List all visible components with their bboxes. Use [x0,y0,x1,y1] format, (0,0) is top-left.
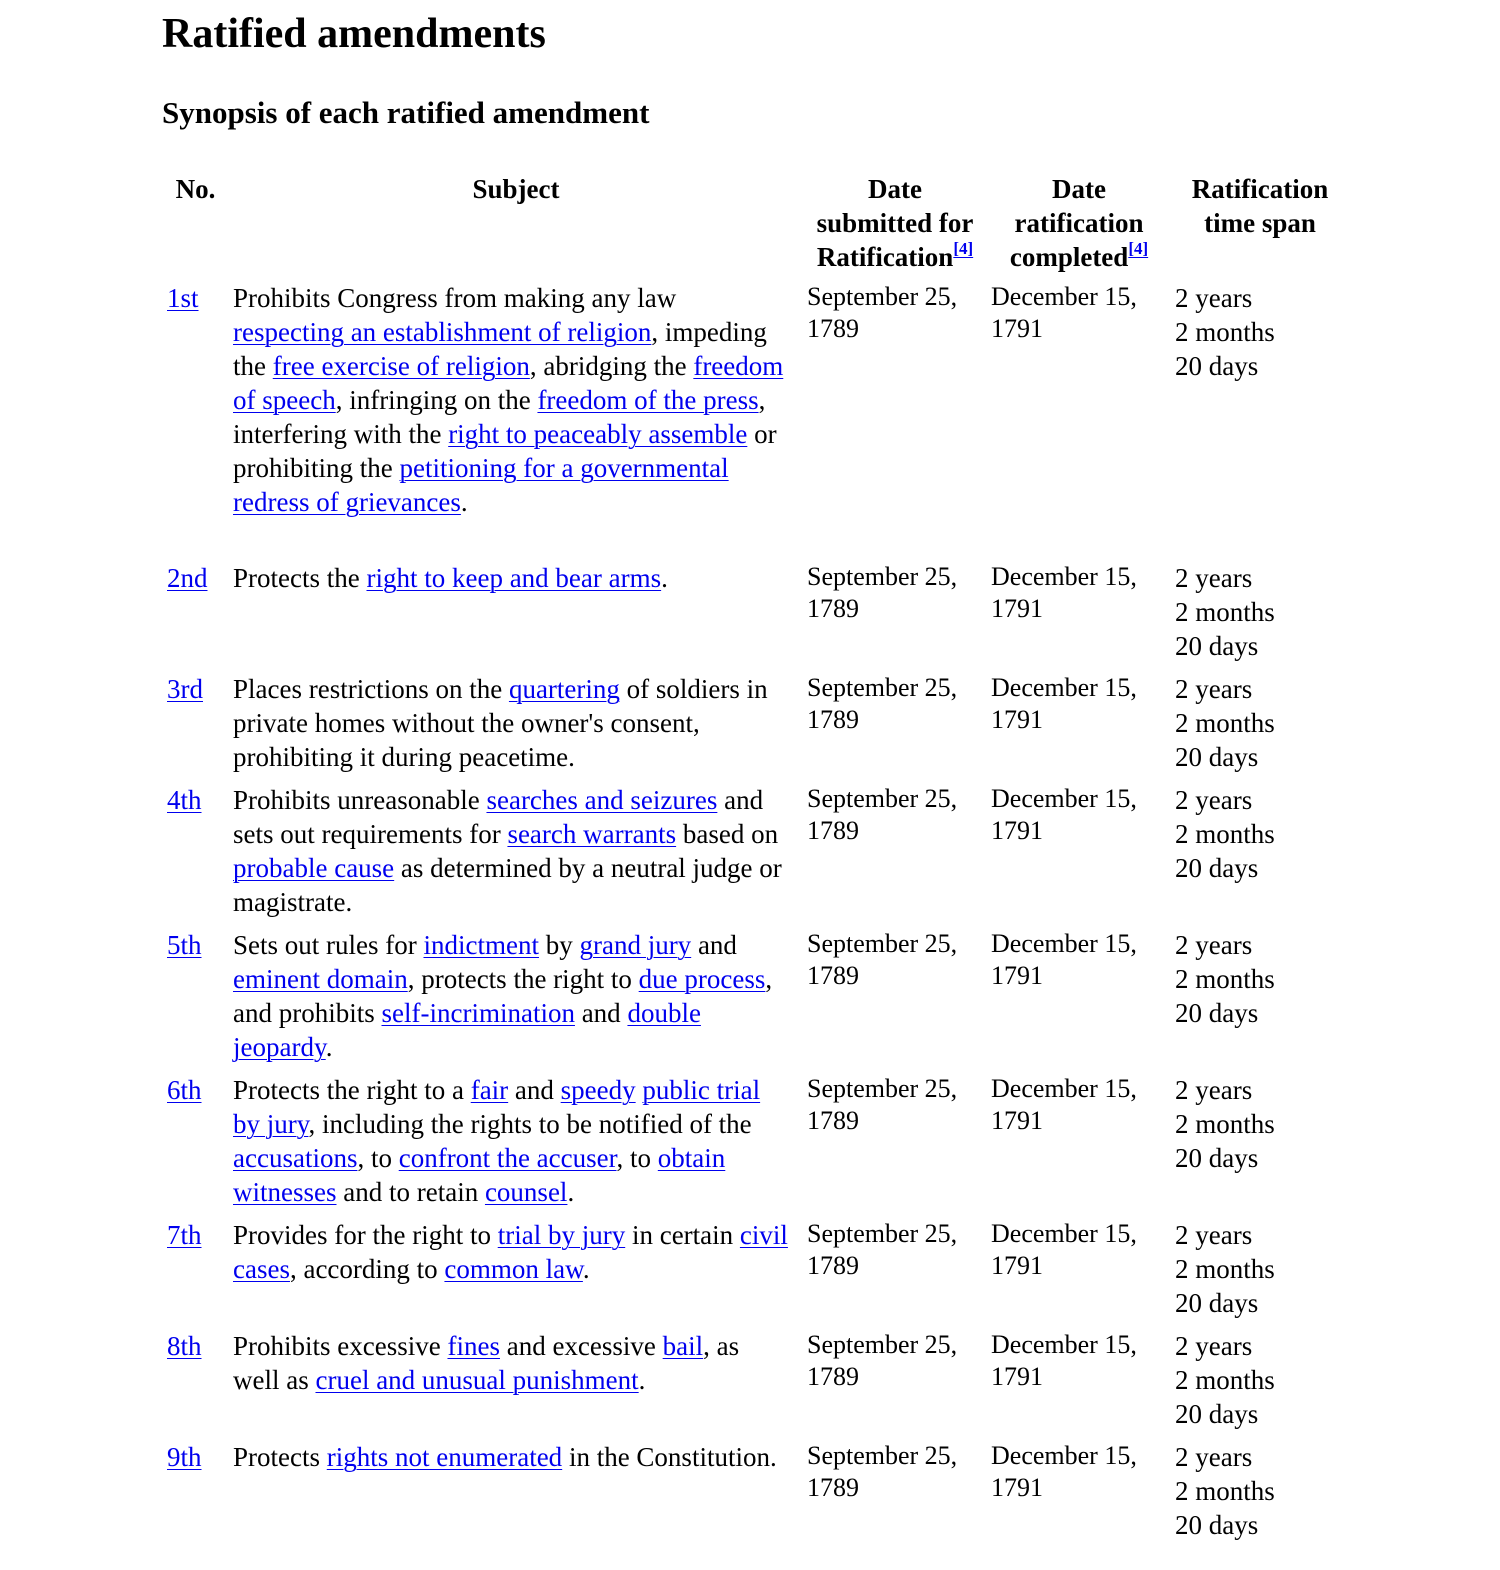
subject-text: Prohibits excessive [233,1331,448,1361]
table-row [162,1070,1349,1215]
subject-cell [229,1326,803,1437]
date-completed-line: December 15, [991,562,1137,591]
time-span-line: 2 months [1175,1109,1275,1139]
date-completed-line: 1791 [991,314,1043,343]
time-span-line: 2 years [1175,283,1253,313]
header-date-submitted-line2: submitted for [816,208,974,238]
time-span-cell [1171,1215,1349,1326]
subject-link[interactable]: confront the accuser [398,1143,617,1173]
time-span-line: 2 years [1175,1442,1253,1472]
amendment-number-link[interactable]: 2nd [167,563,208,593]
subject-link[interactable]: right to keep and bear arms [366,563,662,593]
date-completed-line: December 15, [991,1441,1137,1470]
subject-link[interactable]: petitioning for a governmental redress of grievances [233,453,729,517]
date-completed-line: December 15, [991,784,1137,813]
date-submitted-line: September 25, [807,1219,958,1248]
subject-text: , and prohibits [233,964,773,1028]
date-completed-cell [987,1326,1171,1437]
amendment-number-cell [162,1437,229,1548]
subject-link[interactable]: due process [638,964,766,994]
amendment-number-cell [162,780,229,925]
subject-text: Protects the right to a [233,1075,471,1105]
date-submitted-line: September 25, [807,784,958,813]
date-completed-line: December 15, [991,929,1137,958]
subject-link[interactable]: public trial by jury [233,1075,761,1139]
date-submitted-cell [803,1326,987,1437]
table-header-row [162,168,1349,278]
time-span-line: 20 days [1175,1510,1259,1540]
subject-text: and sets out requirements for [233,785,764,849]
subject-text: . [325,1032,333,1062]
time-span-line: 2 years [1175,1331,1253,1361]
time-span-line: 2 years [1175,930,1253,960]
amendment-number-cell [162,558,229,669]
subject-text: , including the rights to be notified of the [308,1109,752,1139]
subject-text: as determined by a neutral judge or magistrate. [233,853,782,917]
date-submitted-line: September 25, [807,562,958,591]
date-submitted-cell [803,780,987,925]
subject-text: Sets out rules for [233,930,424,960]
date-submitted-cell [803,1215,987,1326]
date-completed-cell [987,780,1171,925]
amendment-number-cell [162,278,229,558]
header-time-span-line1: Ratification [1191,174,1329,204]
subject-cell [229,558,803,669]
amendment-number-cell [162,669,229,780]
header-date-completed-line3: completed [1009,242,1129,272]
time-span-line: 2 months [1175,964,1275,994]
header-date-submitted-line1: Date [868,174,922,204]
time-span-cell [1171,278,1349,558]
subject-link[interactable]: rights not enumerated [326,1442,563,1472]
time-span-line: 20 days [1175,998,1259,1028]
time-span-line: 20 days [1175,742,1259,772]
subject-link[interactable]: fines [447,1331,500,1361]
date-completed-line: 1791 [991,1473,1043,1502]
table-row [162,1215,1349,1326]
time-span-line: 2 months [1175,1365,1275,1395]
header-date-completed-line2: ratification [1014,208,1144,238]
subject-text: Protects the [233,563,367,593]
subject-link[interactable]: respecting an establishment of religion [233,317,652,347]
date-submitted-line: September 25, [807,282,958,311]
subject-text: and to retain [336,1177,485,1207]
subject-cell [229,1070,803,1215]
time-span-line: 2 months [1175,317,1275,347]
date-submitted-cell [803,1437,987,1548]
date-completed-cell [987,1070,1171,1215]
amendment-number-link[interactable]: 9th [167,1442,202,1472]
date-submitted-line: September 25, [807,1330,958,1359]
subject-link[interactable]: civil cases [233,1220,788,1284]
subject-text: , according to [289,1254,445,1284]
date-submitted-line: 1789 [807,314,859,343]
time-span-line: 20 days [1175,631,1259,661]
time-span-cell [1171,1326,1349,1437]
table-row [162,1326,1349,1437]
header-time-span-line2: time span [1204,208,1316,238]
amendment-number-link[interactable]: 6th [167,1075,202,1105]
time-span-line: 20 days [1175,1143,1259,1173]
date-completed-line: 1791 [991,816,1043,845]
header-time-span [1171,168,1349,278]
amendment-number-cell [162,1326,229,1437]
time-span-line: 2 years [1175,1220,1253,1250]
subject-text: or prohibiting the [233,419,777,483]
subject-text: and [691,930,737,960]
time-span-cell [1171,669,1349,780]
date-submitted-cell [803,669,987,780]
subject-text: , interfering with the [233,385,766,449]
subject-link[interactable]: obtain witnesses [233,1143,726,1207]
subject-cell [229,1215,803,1326]
date-completed-line: 1791 [991,1106,1043,1135]
time-span-cell [1171,1437,1349,1548]
date-submitted-line: 1789 [807,961,859,990]
subject-text: . [567,1177,575,1207]
subject-cell [229,1437,803,1548]
subject-link[interactable]: free exercise of religion [272,351,530,381]
date-completed-line: December 15, [991,673,1137,702]
time-span-line: 2 years [1175,1075,1253,1105]
subject-text: based on [676,819,779,849]
time-span-line: 20 days [1175,853,1259,883]
time-span-line: 20 days [1175,1288,1259,1318]
subject-text: and excessive [499,1331,663,1361]
time-span-cell [1171,1070,1349,1215]
amendment-number-link[interactable]: 1st [167,283,199,313]
date-submitted-line: 1789 [807,594,859,623]
subject-link[interactable]: probable cause [233,853,395,883]
date-submitted-cell [803,925,987,1070]
subject-link[interactable]: eminent domain [233,964,408,994]
date-completed-cell [987,1215,1171,1326]
subject-cell [229,925,803,1070]
subject-text: by [538,930,580,960]
subject-text: and [508,1075,561,1105]
subject-text: , protects the right to [407,964,639,994]
time-span-line: 2 years [1175,785,1253,815]
header-no: No. [175,174,216,204]
date-submitted-line: 1789 [807,1251,859,1280]
date-submitted-line: September 25, [807,1441,958,1470]
date-submitted-line: 1789 [807,1362,859,1391]
subject-link[interactable]: search warrants [507,819,677,849]
subject-text: . [582,1254,590,1284]
subject-text: Protects [233,1442,327,1472]
date-completed-cell [987,925,1171,1070]
subject-text: , to [616,1143,658,1173]
subject-text: in certain [625,1220,740,1250]
time-span-cell [1171,925,1349,1070]
subject-cell [229,278,803,558]
subject-text: in the Constitution. [562,1442,777,1472]
subject-text: , infringing on the [335,385,538,415]
date-completed-line: December 15, [991,1074,1137,1103]
time-span-line: 2 months [1175,597,1275,627]
amendment-number-link[interactable]: 8th [167,1331,202,1361]
date-submitted-cell [803,558,987,669]
footnote-ref-link[interactable]: [4] [1128,239,1149,258]
date-submitted-cell [803,1070,987,1215]
subject-link[interactable]: grand jury [579,930,692,960]
header-subject: Subject [472,174,560,204]
subject-link[interactable]: freedom of the press [537,385,759,415]
subject-link[interactable]: common law [444,1254,583,1284]
date-completed-line: 1791 [991,961,1043,990]
date-submitted-line: September 25, [807,1074,958,1103]
subject-link[interactable]: searches and seizures [486,785,718,815]
time-span-line: 2 months [1175,708,1275,738]
date-submitted-line: 1789 [807,705,859,734]
amendment-number-cell [162,1215,229,1326]
date-completed-cell [987,278,1171,558]
date-submitted-line: September 25, [807,929,958,958]
table-row [162,558,1349,669]
date-submitted-line: 1789 [807,816,859,845]
time-span-line: 2 years [1175,563,1253,593]
amendment-number-link[interactable]: 7th [167,1220,202,1250]
time-span-line: 2 months [1175,1254,1275,1284]
time-span-line: 2 months [1175,819,1275,849]
date-completed-line: December 15, [991,1219,1137,1248]
table-row [162,669,1349,780]
subject-text: of soldiers in private homes without the owner's consent, prohibiting it during peacetime. [233,674,768,772]
date-submitted-line: September 25, [807,673,958,702]
time-span-line: 20 days [1175,351,1259,381]
time-span-cell [1171,780,1349,925]
subject-cell [229,669,803,780]
subject-link[interactable]: accusations [233,1143,358,1173]
subject-text: , impeding the [233,317,767,381]
header-date-completed [987,168,1171,278]
date-submitted-cell [803,278,987,558]
header-date-submitted-line3: Ratification [816,242,954,272]
subject-cell [229,780,803,925]
date-completed-line: 1791 [991,1251,1043,1280]
subject-text: . [661,563,668,593]
date-completed-cell [987,669,1171,780]
header-date-submitted [803,168,987,278]
date-submitted-line: 1789 [807,1473,859,1502]
subject-link[interactable]: quartering [508,674,620,704]
date-completed-line: December 15, [991,282,1137,311]
table-row [162,925,1349,1070]
subject-link[interactable]: cruel and unusual punishment [315,1365,639,1395]
section-subtitle: Synopsis of each ratified amendment [162,95,650,130]
footnote-ref-link[interactable]: [4] [953,239,974,258]
subject-link[interactable]: counsel [484,1177,568,1207]
date-completed-cell [987,558,1171,669]
header-date-completed-line1: Date [1052,174,1106,204]
subject-link[interactable]: bail [662,1331,704,1361]
subject-text: , as well as [233,1331,740,1395]
table-body [162,278,1349,1548]
amendments-table [162,168,1349,1548]
subject-text: . [638,1365,646,1395]
amendment-number-cell [162,1070,229,1215]
subject-link[interactable]: double jeopardy [233,998,701,1062]
amendment-number-cell [162,925,229,1070]
subject-link[interactable]: right to peaceably assemble [448,419,748,449]
page-title: Ratified amendments [162,11,546,57]
date-completed-line: 1791 [991,705,1043,734]
subject-text: Provides for the right to [233,1220,498,1250]
subject-link[interactable]: speedy [560,1075,636,1105]
amendment-number-link[interactable]: 3rd [167,674,203,704]
subject-link[interactable]: trial by jury [497,1220,626,1250]
subject-link[interactable]: indictment [423,930,539,960]
date-completed-line: 1791 [991,1362,1043,1391]
subject-text: Prohibits unreasonable [233,785,487,815]
date-completed-line: December 15, [991,1330,1137,1359]
time-span-line: 20 days [1175,1399,1259,1429]
subject-link[interactable]: fair [470,1075,509,1105]
time-span-line: 2 years [1175,674,1253,704]
subject-text: Prohibits Congress from making any law [233,283,677,313]
amendment-number-link[interactable]: 4th [167,785,202,815]
subject-text: Places restrictions on the [233,674,509,704]
date-submitted-line: 1789 [807,1106,859,1135]
table-row [162,278,1349,558]
subject-text: , to [357,1143,399,1173]
table-row [162,1437,1349,1548]
subject-text: . [460,487,468,517]
date-completed-line: 1791 [991,594,1043,623]
time-span-line: 2 months [1175,1476,1275,1506]
subject-text: , abridging the [529,351,694,381]
date-completed-cell [987,1437,1171,1548]
subject-link[interactable]: freedom of speech [233,351,784,415]
table-row [162,780,1349,925]
subject-link[interactable]: self-incrimination [381,998,575,1028]
amendment-number-link[interactable]: 5th [167,930,202,960]
time-span-cell [1171,558,1349,669]
subject-text: and [574,998,628,1028]
